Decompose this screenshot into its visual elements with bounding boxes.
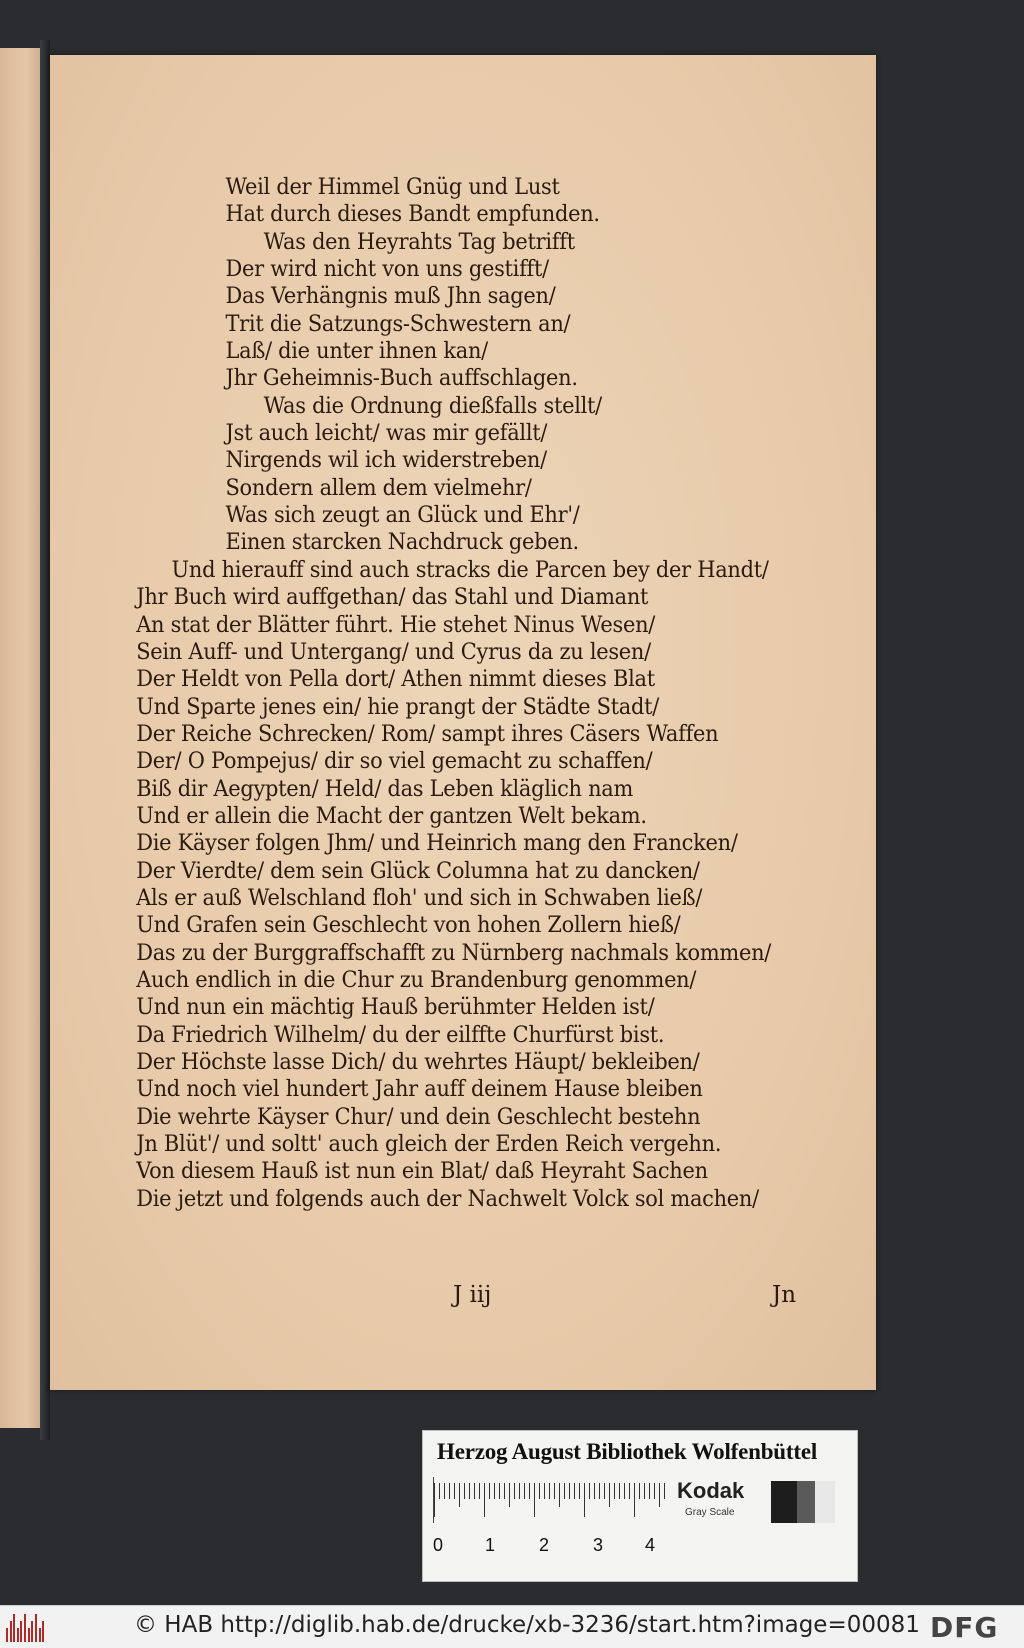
ruler-tick	[594, 1483, 595, 1499]
text-line: Die Käyser folgen Jhm/ und Heinrich mang den Francken/	[136, 830, 738, 857]
scale-ruler	[433, 1477, 666, 1523]
ruler-tick	[589, 1483, 590, 1499]
logo-bar	[10, 1621, 12, 1642]
dfg-logo: DFG	[930, 1611, 999, 1644]
ruler-tick	[539, 1483, 540, 1499]
ruler-tick	[524, 1483, 525, 1499]
ruler-tick	[584, 1483, 585, 1517]
ruler-tick	[489, 1483, 490, 1499]
text-line: Und er allein die Macht der gantzen Welt bekam.	[136, 802, 647, 829]
color-target-card	[422, 1430, 858, 1582]
ruler-tick	[509, 1483, 510, 1507]
ruler-tick	[504, 1483, 505, 1499]
ruler-tick	[664, 1483, 665, 1499]
gray-scale-label: Gray Scale	[685, 1507, 735, 1518]
facing-page-edge	[0, 48, 44, 1428]
ruler-tick	[629, 1483, 630, 1499]
ruler-tick	[544, 1483, 545, 1499]
page-foot	[86, 1282, 856, 1312]
text-line: Und noch viel hundert Jahr auff deinem Hause bleiben	[136, 1076, 703, 1103]
text-line: Und hierauff sind auch stracks die Parcen bey der Handt/	[171, 556, 769, 583]
text-line: Das Verhängnis muß Jhn sagen/	[225, 283, 556, 310]
ruler-tick	[574, 1483, 575, 1499]
logo-bar	[28, 1628, 30, 1642]
ruler-tick	[444, 1483, 445, 1499]
ruler-tick	[644, 1483, 645, 1499]
ruler-tick	[569, 1483, 570, 1499]
ruler-tick	[534, 1483, 535, 1517]
text-line: Sondern allem dem vielmehr/	[225, 474, 532, 501]
gray-patch-white	[815, 1481, 835, 1523]
text-line: An stat der Blätter führt. Hie stehet Ninus Wesen/	[136, 611, 656, 638]
text-line: Der/ O Pompejus/ dir so viel gemacht zu schaffen/	[136, 748, 653, 775]
text-line: Da Friedrich Wilhelm/ du der eilffte Churfürst bist.	[136, 1021, 665, 1048]
ruler-tick	[654, 1483, 655, 1499]
text-line: Auch endlich in die Chur zu Brandenburg genommen/	[136, 966, 697, 993]
text-line: Biß dir Aegypten/ Held/ das Leben kläglich nam	[136, 775, 634, 802]
ruler-tick	[559, 1483, 560, 1507]
text-line: Trit die Satzungs-Schwestern an/	[225, 310, 571, 337]
ruler-tick	[639, 1483, 640, 1499]
scale-number: 3	[593, 1535, 604, 1555]
text-line: Was sich zeugt an Glück und Ehr'/	[225, 502, 580, 529]
ruler-tick	[449, 1483, 450, 1499]
copyright-url[interactable]: © HAB http://diglib.hab.de/drucke/xb-3236/start.htm?image=00081	[134, 1612, 920, 1638]
text-line: Die jetzt und folgends auch der Nachwelt Volck sol machen/	[136, 1185, 759, 1212]
ruler-tick	[564, 1483, 565, 1499]
text-line: Der wird nicht von uns gestifft/	[225, 256, 549, 283]
text-line: Weil der Himmel Gnüg und Lust	[225, 174, 560, 200]
ruler-tick	[434, 1483, 435, 1517]
ruler-tick	[579, 1483, 580, 1499]
ruler-tick	[484, 1483, 485, 1517]
hab-barcode-icon	[6, 1612, 46, 1642]
text-line: Sein Auff- und Untergang/ und Cyrus da zu lesen/	[136, 638, 651, 665]
logo-bar	[6, 1628, 8, 1642]
ruler-tick	[549, 1483, 550, 1499]
ruler-tick	[649, 1483, 650, 1499]
ruler-tick	[554, 1483, 555, 1499]
kodak-brand: Kodak	[677, 1478, 745, 1503]
logo-bar	[31, 1621, 33, 1642]
text-line: Nirgends wil ich widerstreben/	[225, 447, 547, 474]
text-line: Jst auch leicht/ was mir gefällt/	[225, 420, 548, 447]
ruler-tick	[529, 1483, 530, 1499]
book-gutter	[40, 40, 50, 1440]
scale-number: 4	[645, 1535, 656, 1555]
text-line: Die wehrte Käyser Chur/ und dein Geschlecht bestehn	[136, 1103, 701, 1130]
ruler-tick	[519, 1483, 520, 1499]
logo-bar	[39, 1628, 41, 1642]
ruler-tick	[659, 1483, 660, 1507]
ruler-tick	[609, 1483, 610, 1507]
text-line: Der Vierdte/ dem sein Glück Columna hat zu dancken/	[136, 857, 700, 884]
gray-patch-mid	[797, 1481, 815, 1523]
text-line: Der Heldt von Pella dort/ Athen nimmt dieses Blat	[136, 666, 655, 693]
gray-patch-black	[771, 1481, 797, 1523]
text-line: Das zu der Burggraffschafft zu Nürnberg nachmals kommen/	[136, 939, 772, 966]
text-line: Und Grafen sein Geschlecht von hohen Zollern hieß/	[136, 912, 681, 939]
ruler-tick	[499, 1483, 500, 1499]
ruler-tick	[599, 1483, 600, 1499]
scale-numbers	[433, 1535, 673, 1559]
ruler-tick	[614, 1483, 615, 1499]
viewer-footer	[0, 1605, 1024, 1648]
ruler-tick	[459, 1483, 460, 1507]
text-line: Der Reiche Schrecken/ Rom/ sampt ihres Cäsers Waffen	[136, 720, 719, 747]
catchword: Jn	[772, 1282, 797, 1308]
ruler-tick	[454, 1483, 455, 1499]
logo-bar	[20, 1621, 22, 1642]
ruler-tick	[604, 1483, 605, 1499]
text-line: Was den Heyrahts Tag betrifft	[263, 228, 575, 255]
logo-bar	[24, 1614, 26, 1642]
ruler-tick	[439, 1483, 440, 1499]
scale-number: 0	[433, 1535, 444, 1555]
text-line: Jhr Buch wird auffgethan/ das Stahl und Diamant	[136, 584, 649, 611]
text-line: Von diesem Hauß ist nun ein Blat/ daß Heyraht Sachen	[136, 1158, 708, 1185]
book-page	[50, 55, 876, 1390]
logo-bar	[42, 1621, 44, 1642]
text-line: Einen starcken Nachdruck geben.	[225, 529, 579, 556]
ruler-tick	[469, 1483, 470, 1499]
scale-number: 1	[485, 1535, 496, 1555]
ruler-tick	[634, 1483, 635, 1517]
scale-number: 2	[539, 1535, 550, 1555]
ruler-tick	[474, 1483, 475, 1499]
text-line: Der Höchste lasse Dich/ du wehrtes Häupt/ bekleiben/	[136, 1049, 700, 1075]
ruler-tick	[464, 1483, 465, 1499]
library-label: Herzog August Bibliothek Wolfenbüttel	[437, 1439, 818, 1464]
text-line: Jn Blüt'/ und soltt' auch gleich der Erden Reich vergehn.	[136, 1131, 722, 1158]
page-text	[86, 174, 811, 1213]
ruler-tick	[479, 1483, 480, 1499]
text-line: Jhr Geheimnis-Buch auffschlagen.	[225, 365, 578, 392]
signature-mark: J iij	[453, 1282, 492, 1308]
logo-bar	[17, 1628, 19, 1642]
ruler-tick	[619, 1483, 620, 1499]
ruler-tick	[494, 1483, 495, 1499]
text-line: Als er auß Welschland floh' und sich in Schwaben ließ/	[136, 884, 703, 911]
text-line: Und nun ein mächtig Hauß berühmter Helden ist/	[136, 994, 655, 1021]
ruler-tick	[624, 1483, 625, 1499]
logo-bar	[35, 1614, 37, 1642]
logo-bar	[13, 1614, 15, 1642]
text-line: Laß/ die unter ihnen kan/	[225, 338, 488, 365]
text-line: Was die Ordnung dießfalls stellt/	[263, 392, 602, 419]
text-line: Und Sparte jenes ein/ hie prangt der Städte Stadt/	[136, 693, 660, 720]
ruler-tick	[514, 1483, 515, 1499]
text-line: Hat durch dieses Bandt empfunden.	[225, 201, 600, 228]
